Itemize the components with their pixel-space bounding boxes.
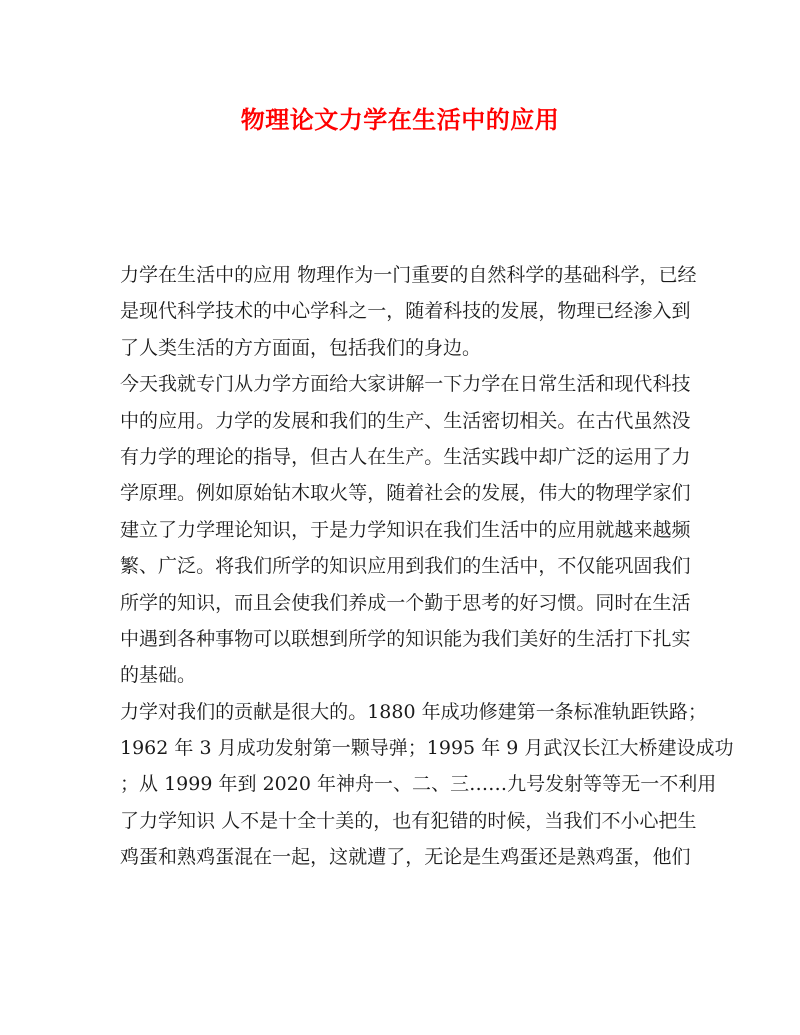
text-line: 1962 年 3 月 成 功 发 射 第 一 颗 导 弹 ； 1995 年 9 月 武 汉 长 江 大 桥 建 设 成 功	[120, 737, 734, 760]
text-line: 力 学 在 生 活 中 的 应 用 物 理 作 为 一 门 重 要 的 自 然 科 学 的 基 础 科 学 ， 已 经	[120, 264, 697, 286]
text-line: 学 原 理 。 例 如 原 始 钻 木 取 火 等 ， 随 着 社 会 的 发 展 ， 伟 大 的 物 理 学 家 们	[120, 482, 691, 505]
text-line: 繁 、 广 泛 。 将 我 们 所 学 的 知 识 应 用 到 我 们 的 生 活 中 ， 不 仅 能 巩 固 我 们	[120, 555, 691, 578]
text-line: 所 学 的 知 识 ， 而 且 会 使 我 们 养 成 一 个 勤 于 思 考 的 好 习 惯 。 同 时 在 生 活	[120, 591, 691, 614]
text-line: 中 的 应 用 。 力 学 的 发 展 和 我 们 的 生 产 、 生 活 密 切 相 关 。 在 古 代 虽 然 没	[120, 409, 691, 432]
text-line: 中 遇 到 各 种 事 物 可 以 联 想 到 所 学 的 知 识 能 为 我 们 美 好 的 生 活 打 下 扎 实	[120, 627, 691, 650]
text-line: 了人类生活的方方面面，包括我们的身边。	[120, 336, 482, 359]
text-line: 鸡 蛋 和 熟 鸡 蛋 混 在 一 起 ， 这 就 遭 了 ， 无 论 是 生 鸡 蛋 还 是 熟 鸡 蛋 ， 他 们	[120, 846, 691, 869]
text-line: ； 从 1999 年 到 2020 年 神 舟 一 、 二 、 三 … … 九 号 发 射 等 等 无 一 不 利 用	[120, 773, 717, 796]
text-line: 有 力 学 的 理 论 的 指 导 ， 但 古 人 在 生 产 。 生 活 实 践 中 却 广 泛 的 运 用 了 力	[120, 445, 691, 468]
text-line: 是 现 代 科 学 技 术 的 中 心 学 科 之 一 ， 随 着 科 技 的 发 展 ， 物 理 已 经 渗 入 到	[120, 300, 691, 323]
text-line: 建 立 了 力 学 理 论 知 识 ， 于 是 力 学 知 识 在 我 们 生 活 中 的 应 用 就 越 来 越 频	[120, 518, 691, 541]
text-line: 了 力 学 知 识 人 不 是 十 全 十 美 的 ， 也 有 犯 错 的 时 候 ， 当 我 们 不 小 心 把 生	[120, 809, 697, 832]
text-line: 的基础。	[120, 664, 197, 687]
text-line: 力 学 对 我 们 的 贡 献 是 很 大 的 。 1880 年 成 功 修 建 第 一 条 标 准 轨 距 铁 路 ；	[120, 700, 707, 723]
text-line: 今 天 我 就 专 门 从 力 学 方 面 给 大 家 讲 解 一 下 力 学 在 日 常 生 活 和 现 代 科 技	[120, 373, 691, 396]
document-title: 物理论文力学在生活中的应用	[240, 105, 560, 134]
document-body	[120, 257, 734, 876]
